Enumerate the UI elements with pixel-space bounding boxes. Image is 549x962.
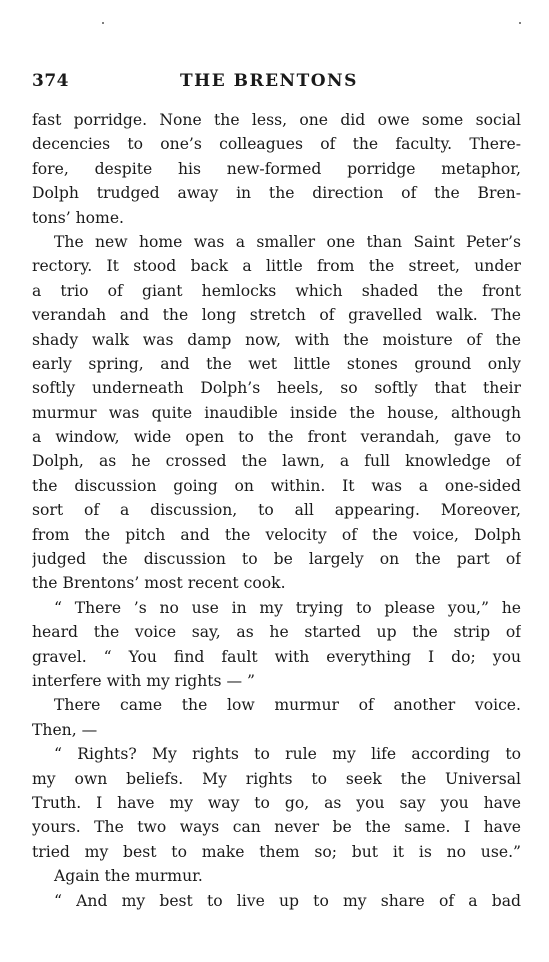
scan-speck: [102, 22, 104, 24]
text-line: gravel. “ You find fault with everything I do; you: [32, 647, 521, 666]
text-line: tons’ home.: [32, 208, 125, 227]
text-line: fore, despite his new-formed porridge metaphor,: [32, 159, 521, 178]
text-line: a window, wide open to the front verandah, gave to: [32, 428, 521, 447]
text-line: rectory. It stood back a little from the street, under: [32, 257, 521, 276]
text-line: tried my best to make them so; but it is no use.”: [32, 842, 521, 861]
page-header: [32, 71, 518, 99]
text-line: the Brentons’ most recent cook.: [32, 574, 286, 593]
text-line: heard the voice say, as he started up the strip of: [32, 623, 521, 642]
text-line: murmur was quite inaudible inside the house, although: [32, 403, 521, 422]
text-line: Dolph trudged away in the direction of the Bren-: [32, 184, 521, 203]
text-line: “ Rights? My rights to rule my life according to: [54, 745, 521, 764]
text-line: Dolph, as he crossed the lawn, a full knowledge of: [32, 452, 521, 471]
text-line: “ There ’s no use in my trying to please you,” he: [54, 598, 521, 617]
text-line: softly underneath Dolph’s heels, so softly that their: [32, 379, 521, 398]
page-number: 374: [32, 71, 69, 91]
text-line: from the pitch and the velocity of the voice, Dolph: [32, 525, 521, 544]
body-text: [32, 108, 521, 913]
text-line: decencies to one’s colleagues of the faculty. There-: [32, 135, 521, 154]
text-line: There came the low murmur of another voice.: [54, 696, 521, 715]
text-line: my own beliefs. My rights to seek the Universal: [32, 769, 521, 788]
text-line: The new home was a smaller one than Saint Peter’s: [54, 232, 521, 251]
text-line: interfere with my rights — ”: [32, 671, 255, 690]
text-line: judged the discussion to be largely on the part of: [32, 550, 521, 569]
text-line: a trio of giant hemlocks which shaded the front: [32, 281, 521, 300]
text-line: fast porridge. None the less, one did owe some social: [32, 111, 521, 129]
text-line: sort of a discussion, to all appearing. Moreover,: [32, 501, 521, 520]
text-line: verandah and the long stretch of gravelled walk. The: [32, 306, 521, 325]
text-line: yours. The two ways can never be the same. I have: [32, 818, 521, 837]
text-line: Truth. I have my way to go, as you say you have: [32, 793, 521, 812]
scan-speck: [519, 22, 521, 24]
text-line: Then, —: [32, 720, 98, 739]
text-line: early spring, and the wet little stones ground only: [32, 354, 521, 373]
running-title: THE BRENTONS: [180, 71, 358, 91]
text-line: the discussion going on within. It was a one-sided: [32, 476, 521, 495]
text-line: “ And my best to live up to my share of a bad: [54, 891, 521, 910]
text-line: Again the murmur.: [54, 867, 203, 886]
text-line: shady walk was damp now, with the moisture of the: [32, 330, 521, 349]
